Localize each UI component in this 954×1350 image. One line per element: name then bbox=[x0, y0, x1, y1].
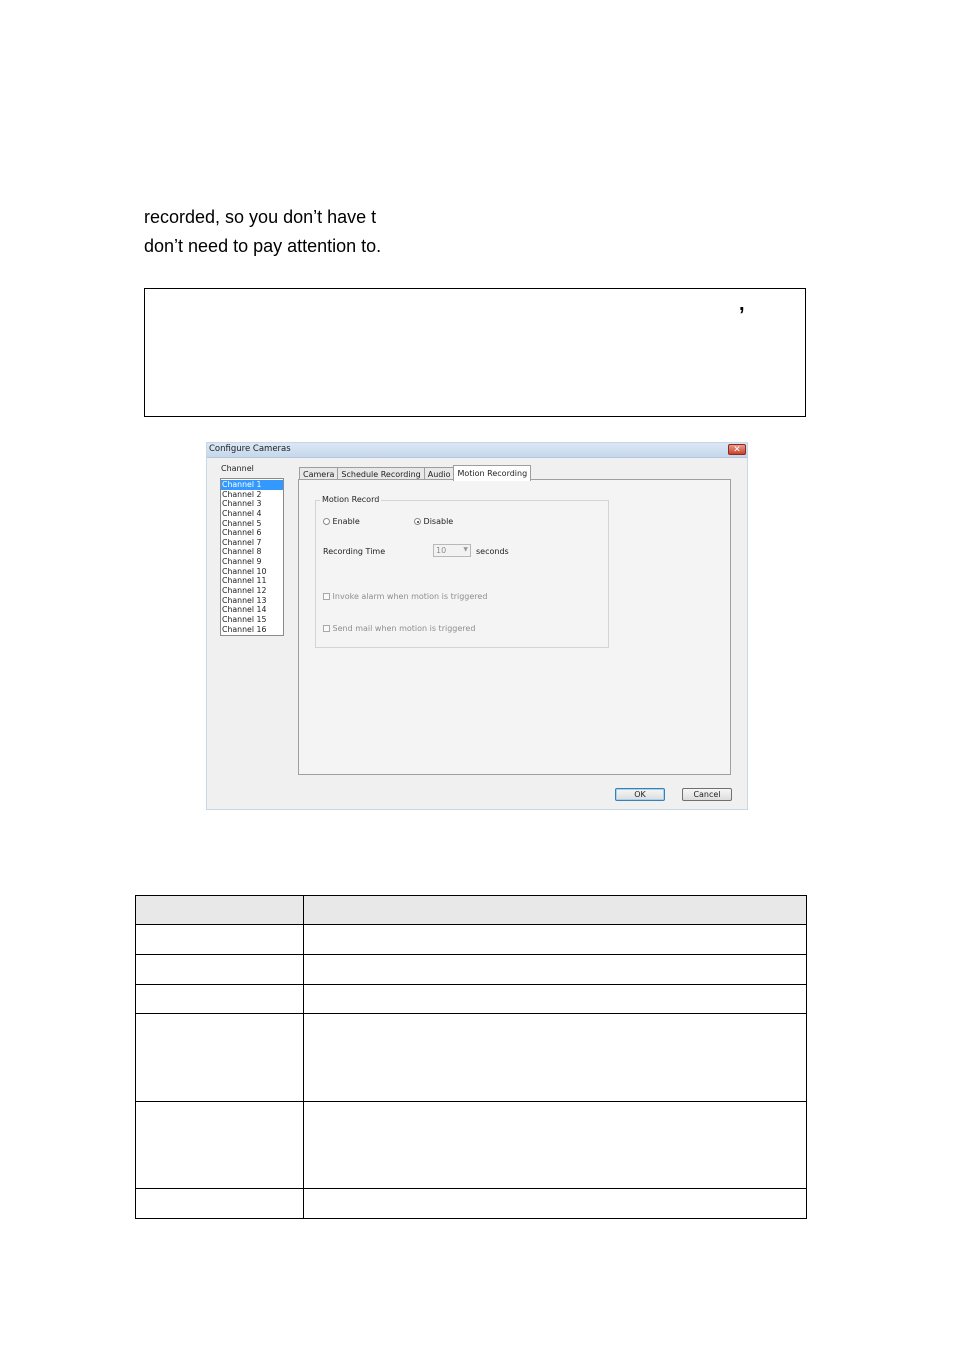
invoke-alarm-label: Invoke alarm when motion is triggered bbox=[332, 592, 488, 601]
invoke-alarm-checkbox[interactable] bbox=[323, 593, 330, 600]
motion-record-group bbox=[315, 495, 609, 648]
disable-radio[interactable] bbox=[414, 518, 421, 525]
send-mail-label: Send mail when motion is triggered bbox=[332, 624, 476, 633]
table-header-cell bbox=[136, 896, 304, 925]
dialog-titlebar[interactable] bbox=[207, 443, 747, 458]
tab-camera[interactable]: Camera bbox=[299, 467, 338, 481]
enable-label: Enable bbox=[332, 517, 360, 526]
channel-item-9[interactable]: Channel 9 bbox=[222, 557, 262, 567]
intro-line-1: recorded, so you don’t have t bbox=[144, 207, 377, 227]
channel-item-4[interactable]: Channel 4 bbox=[222, 508, 262, 518]
table-cell bbox=[136, 1014, 304, 1102]
close-icon[interactable]: ✕ bbox=[728, 444, 746, 455]
dialog-title: Configure Cameras bbox=[209, 444, 291, 454]
configure-cameras-dialog bbox=[206, 442, 748, 810]
table-cell bbox=[304, 1102, 807, 1189]
ok-button[interactable]: OK bbox=[615, 788, 665, 801]
channel-item-16[interactable]: Channel 16 bbox=[222, 624, 267, 634]
channel-item-11[interactable]: Channel 11 bbox=[222, 576, 267, 586]
enable-radio[interactable] bbox=[323, 518, 330, 525]
channel-item-2[interactable]: Channel 2 bbox=[222, 489, 262, 499]
motion-record-label: Motion Record bbox=[322, 495, 380, 504]
channel-item-13[interactable]: Channel 13 bbox=[222, 595, 267, 605]
tab-bar bbox=[299, 465, 530, 480]
table-row bbox=[136, 1189, 807, 1219]
channel-item-8[interactable]: Channel 8 bbox=[222, 547, 262, 557]
invoke-alarm-option[interactable] bbox=[323, 592, 487, 601]
note-mark: , bbox=[739, 293, 745, 315]
motion-recording-panel bbox=[298, 479, 731, 775]
send-mail-option[interactable] bbox=[323, 624, 475, 633]
table-cell bbox=[136, 1102, 304, 1189]
cancel-button[interactable]: Cancel bbox=[682, 788, 732, 801]
table-cell bbox=[136, 985, 304, 1014]
table-cell bbox=[304, 955, 807, 985]
channel-item-15[interactable]: Channel 15 bbox=[222, 614, 267, 624]
channel-item-7[interactable]: Channel 7 bbox=[222, 537, 262, 547]
chevron-down-icon: ▼ bbox=[463, 546, 468, 553]
table-row bbox=[136, 955, 807, 985]
channel-item-3[interactable]: Channel 3 bbox=[222, 499, 262, 509]
table-row bbox=[136, 1102, 807, 1189]
table-cell bbox=[136, 925, 304, 955]
channel-item-1[interactable]: Channel 1 bbox=[221, 480, 283, 490]
seconds-label: seconds bbox=[476, 547, 509, 556]
channel-item-5[interactable]: Channel 5 bbox=[222, 518, 262, 528]
disable-label: Disable bbox=[423, 517, 454, 526]
enable-option[interactable] bbox=[323, 517, 360, 526]
channel-item-6[interactable]: Channel 6 bbox=[222, 528, 262, 538]
table-row bbox=[136, 925, 807, 955]
recording-time-value: 10 bbox=[436, 546, 447, 555]
tab-motion-recording[interactable]: Motion Recording bbox=[453, 465, 531, 481]
settings-table bbox=[135, 895, 807, 1219]
send-mail-checkbox[interactable] bbox=[323, 625, 330, 632]
table-cell bbox=[136, 955, 304, 985]
channel-label: Channel bbox=[221, 464, 254, 473]
intro-line-2: don’t need to pay attention to. bbox=[144, 236, 382, 256]
channel-item-10[interactable]: Channel 10 bbox=[222, 566, 267, 576]
table-cell bbox=[304, 1189, 807, 1219]
table-cell bbox=[304, 1014, 807, 1102]
table-cell bbox=[304, 925, 807, 955]
tab-schedule-recording[interactable]: Schedule Recording bbox=[337, 467, 424, 481]
note-box bbox=[144, 288, 806, 417]
table-header-row bbox=[136, 896, 807, 925]
tab-audio[interactable]: Audio bbox=[424, 467, 455, 481]
table-cell bbox=[304, 985, 807, 1014]
table-cell bbox=[136, 1189, 304, 1219]
recording-time-label: Recording Time bbox=[323, 547, 386, 556]
channel-item-12[interactable]: Channel 12 bbox=[222, 586, 267, 596]
recording-time-select[interactable] bbox=[433, 544, 471, 557]
channel-list[interactable] bbox=[220, 478, 284, 636]
table-row bbox=[136, 985, 807, 1014]
table-header-cell bbox=[304, 896, 807, 925]
table-row bbox=[136, 1014, 807, 1102]
disable-option[interactable] bbox=[414, 517, 453, 526]
channel-item-14[interactable]: Channel 14 bbox=[222, 605, 267, 615]
